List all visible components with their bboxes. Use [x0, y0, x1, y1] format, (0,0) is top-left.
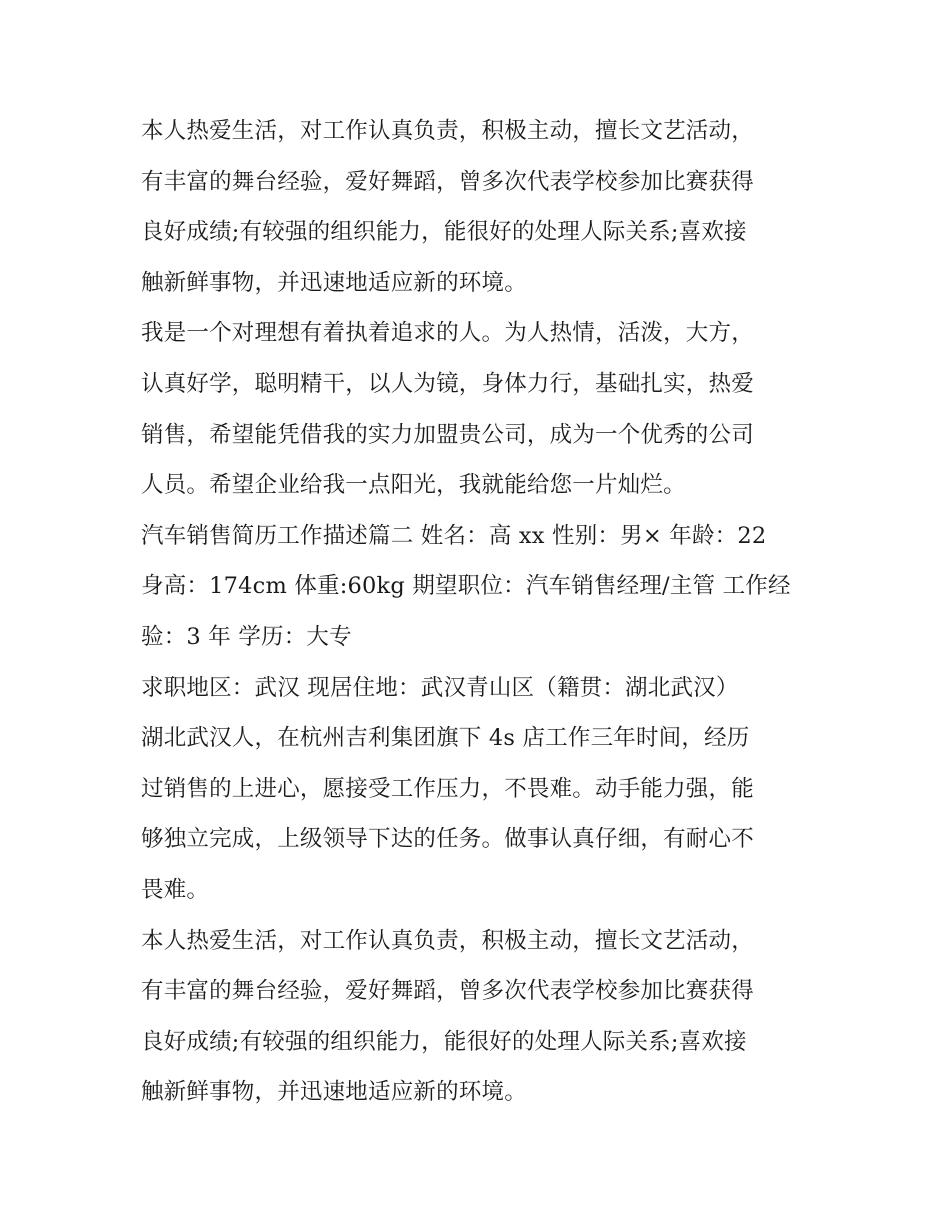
document-body	[141, 106, 821, 1118]
text-line: 人员。希望企业给我一点阳光，我就能给您一片灿烂。	[141, 472, 686, 499]
text-line: 触新鲜事物，并迅速地适应新的环境。	[141, 1079, 527, 1106]
text-line: 验：3 年 学历：大专	[141, 623, 352, 650]
text-line: 销售，希望能凭借我的实力加盟贵公司，成为一个优秀的公司	[141, 421, 754, 448]
text-line: 汽车销售简历工作描述篇二 姓名：高 xx 性别：男× 年龄：22	[141, 522, 767, 549]
text-line: 有丰富的舞台经验，爱好舞蹈，曾多次代表学校参加比赛获得	[141, 978, 754, 1005]
text-line: 我是一个对理想有着执着追求的人。为人热情，活泼，大方，	[141, 320, 754, 347]
text-line: 畏难。	[141, 876, 210, 903]
paragraph-self-introduction	[141, 308, 821, 510]
text-line: 湖北武汉人，在杭州吉利集团旗下 4s 店工作三年时间，经历	[141, 725, 750, 752]
text-line: 过销售的上进心，愿接受工作压力，不畏难。动手能力强，能	[141, 775, 754, 802]
paragraph-work-experience	[141, 713, 821, 915]
paragraph-job-location	[141, 663, 821, 714]
text-line: 本人热爱生活，对工作认真负责，积极主动，擅长文艺活动，	[141, 118, 754, 144]
text-line: 有丰富的舞台经验，爱好舞蹈，曾多次代表学校参加比赛获得	[141, 168, 754, 195]
text-line: 良好成绩;有较强的组织能力，能很好的处理人际关系;喜欢接	[141, 219, 747, 246]
text-line: 认真好学，聪明精干，以人为镜，身体力行，基础扎实，热爱	[141, 370, 754, 397]
text-line: 身高：174cm 体重:60kg 期望职位：汽车销售经理/主管 工作经	[141, 573, 791, 600]
paragraph-basic-info	[141, 511, 821, 663]
paragraph-personal-traits-2	[141, 916, 821, 1118]
text-line: 良好成绩;有较强的组织能力，能很好的处理人际关系;喜欢接	[141, 1028, 747, 1055]
text-line: 求职地区：武汉 现居住地：武汉青山区（籍贯：湖北武汉）	[141, 674, 739, 701]
text-line: 触新鲜事物，并迅速地适应新的环境。	[141, 269, 527, 296]
text-line: 够独立完成，上级领导下达的任务。做事认真仔细，有耐心不	[141, 826, 754, 853]
text-line: 本人热爱生活，对工作认真负责，积极主动，擅长文艺活动，	[141, 927, 754, 954]
paragraph-personal-traits-1	[141, 106, 821, 308]
